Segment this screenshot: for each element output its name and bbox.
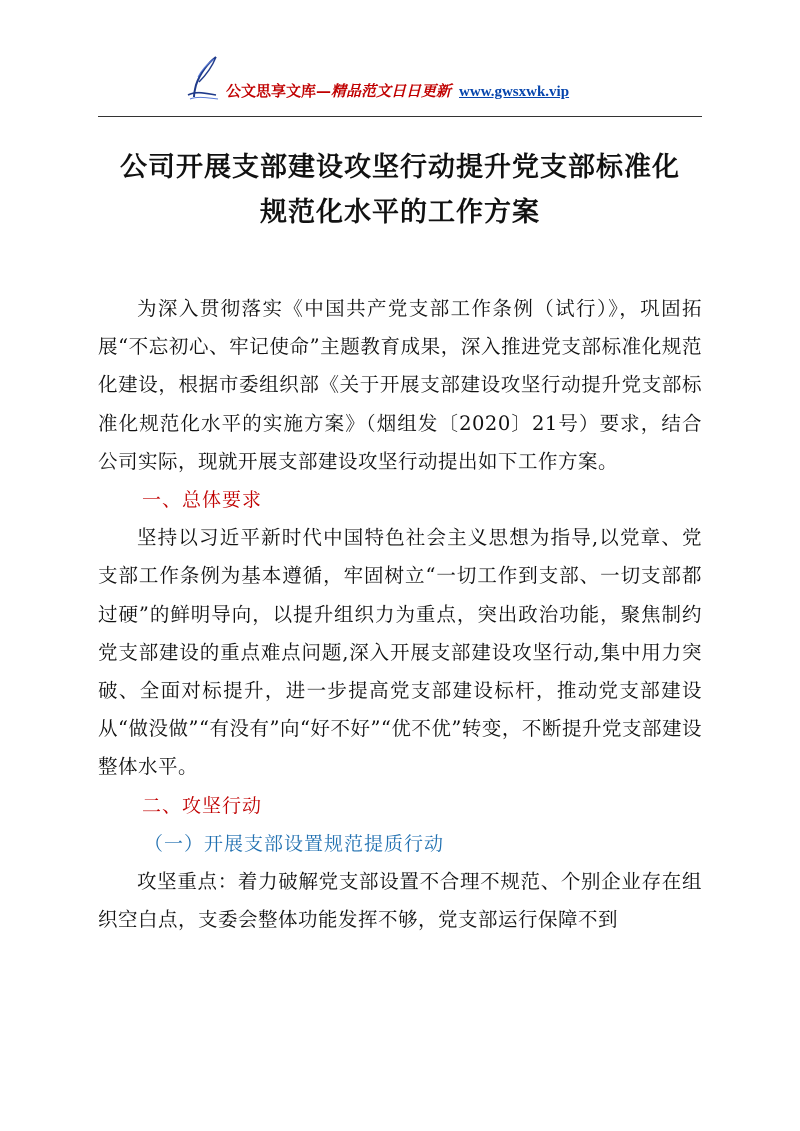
document-body	[98, 290, 702, 939]
subsection-1-heading: （一）开展支部设置规范提质行动	[144, 832, 445, 855]
header-url-link[interactable]: www.gwsxwk.vip	[459, 84, 570, 100]
header-dash: —	[316, 82, 332, 100]
title-line-2: 规范化水平的工作方案	[260, 197, 540, 228]
section-2-heading: 二、攻坚行动	[142, 794, 263, 817]
section-1-heading: 一、总体要求	[142, 489, 263, 512]
title-line-1: 公司开展支部建设攻坚行动提升党支部标准化	[120, 152, 680, 183]
header-line	[226, 80, 569, 101]
page-header	[98, 50, 702, 120]
intro-paragraph: 为深入贯彻落实《中国共产党支部工作条例（试行）》，巩固拓展“不忘初心、牢记使命”主题教育成果，深入推进党支部标准化规范化建设，根据市委组织部《关于开展支部建设攻坚行动提升党支部标准化规范化水平的实施方案》（烟组发〔2020〕21号）要求，结合公司实际，现就开展支部建设攻坚行动提出如下工作方案。	[98, 297, 702, 473]
subsection-1-paragraph: 攻坚重点：着力破解党支部设置不合理不规范、个别企业存在组织空白点，支委会整体功能发挥不够，党支部运行保障不到	[98, 870, 702, 932]
header-tagline: 精品范文日日更新	[331, 82, 452, 100]
brand-name: 公文思享文库	[226, 82, 317, 100]
section-1-paragraph: 坚持以习近平新时代中国特色社会主义思想为指导,以党章、党支部工作条例为基本遵循，牢固树立“一切工作到支部、一切支部都过硬”的鲜明导向，以提升组织力为重点，突出政治功能，聚焦制约党支部建设的重点难点问题,深入开展支部建设攻坚行动,集中用力突破、全面对标提升，进一步提高党支部建设标杆，推动党支部建设从“做没做”“有没有”向“好不好”“优不优”转变，不断提升党支部建设整体水平。	[98, 526, 702, 779]
header-divider	[98, 116, 702, 117]
quill-pen-icon	[186, 55, 220, 101]
document-title	[98, 145, 702, 235]
